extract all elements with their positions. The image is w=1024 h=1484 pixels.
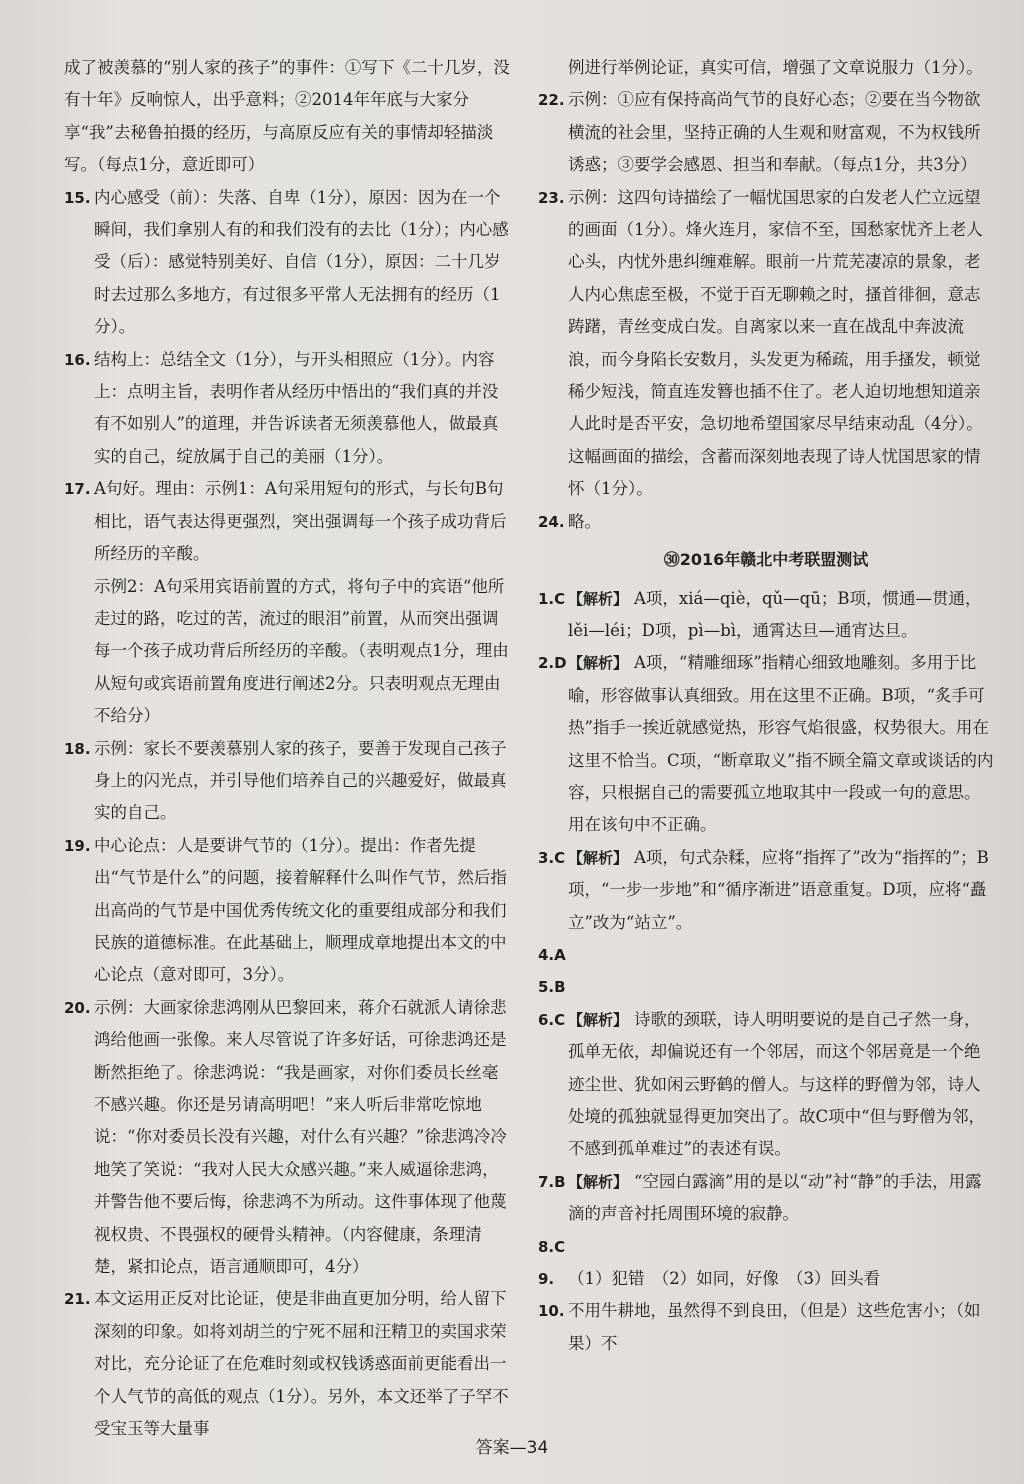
answer-16 [64,344,514,474]
answer-23 [538,182,994,506]
answer-number: 5.B [538,978,566,997]
analysis-label: 【解析】 [568,1010,629,1029]
answer-14-continued: 成了被羡慕的“别人家的孩子”的事件：①写下《二十几岁，没有十年》反响惊人，出乎意料；②2014年年底与大家分享“我”去秘鲁拍摄的经历，与高原反应有关的事情却轻描淡写。（每点1分，意近即可） [64,58,510,175]
answer-number: 16. [64,350,91,369]
answer-15 [64,182,514,344]
mc-answer-8 [538,1231,994,1263]
analysis-text: A项，句式杂糅，应将“指挥了”改为“指挥的”；B项，“一步一步地”和“循序渐进”语意重复。D项，应将“矗立”改为“站立”。 [568,847,989,932]
answer-text: 示例：这四句诗描绘了一幅忧国思家的白发老人伫立远望的画面（1分）。烽火连月，家信不至，国愁家忧齐上老人心头，内忧外患纠缠难解。眼前一片荒芜凄凉的景象，老人内心焦虑至极，不觉于百无聊赖之时，搔首徘徊，意志踌躇，青丝变成白发。自离家以来一直在战乱中奔波流浪，而今身陷长安数月，头发更为稀疏，用手搔发，顿觉稀少短浅，简直连发簪也插不住了。老人迫切地想知道亲人此时是否平安，急切地希望国家尽早结束动乱（4分）。这幅画面的描绘，含蓄而深刻地表现了诗人忧国思家的情怀（1分）。 [568,187,983,499]
analysis-text: A项，xiá—qiè，qǔ—qū；B项，惯通—贯通，lěi—léi；D项，pì—bì，通霄达旦—通宵达旦。 [568,588,982,640]
answer-10 [538,1295,994,1360]
analysis-label: 【解析】 [568,1172,629,1191]
answer-22 [538,84,994,181]
mc-answer-6 [538,1004,994,1166]
mc-answer-4 [538,939,994,971]
answer-19 [64,830,514,992]
analysis-label: 【解析】 [568,654,629,673]
answer-text: 结构上：总结全文（1分），与开头相照应（1分）。内容上：点明主旨，表明作者从经历中悟出的“我们真的并没有不如别人”的道理，并告诉读者无须羡慕他人，做最真实的自己，绽放属于自己的美丽（1分）。 [94,349,499,466]
answer-text: A句好。理由：示例1：A句采用短句的形式，与长句B句相比，语气表达得更强烈，突出强调每一个孩子成功背后所经历的辛酸。 [94,479,507,564]
answer-text: 内心感受（前）：失落、自卑（1分），原因：因为在一个瞬间，我们拿别人有的和我们没有的去比（1分）；内心感受（后）：感觉特别美好、自信（1分），原因：二十几岁时去过那么多地方，有过很多平常人无法拥有的经历（1分）。 [94,187,509,337]
answer-number: 1.C [538,589,566,608]
left-column [64,52,514,1445]
answer-number: 19. [64,836,91,855]
answer-number: 18. [64,739,91,758]
answer-number: 23. [538,188,565,207]
analysis-text: “空园白露滴”用的是以“动”衬“静”的手法，用露滴的声音衬托周围环境的寂静。 [568,1171,982,1224]
analysis-label: 【解析】 [568,848,629,867]
answer-9 [538,1263,994,1295]
answer-17-example-2: 示例2：A句采用宾语前置的方式，将句子中的宾语“他所走过的路，吃过的苦，流过的眼泪”前置，从而突出强调每一个孩子成功背后所经历的辛酸。（表明观点1分，理由从短句或宾语前置角度进行阐述2分。只表明观点无理由不给分） [94,576,509,726]
mc-answer-1 [538,583,994,648]
answer-number: 3.C [538,848,566,867]
mc-answer-7 [538,1166,994,1231]
answer-number: 9. [538,1270,555,1289]
answer-number: 8.C [538,1237,566,1256]
answer-24 [538,506,994,538]
answer-20 [64,992,514,1284]
answer-text: 略。 [568,511,601,531]
page-number: 答案—34 [475,1438,549,1458]
answer-number: 24. [538,512,565,531]
answer-number: 17. [64,480,91,499]
answer-number: 2.D [538,654,567,673]
answer-number: 21. [64,1290,91,1309]
answer-text: 不用牛耕地，虽然得不到良田，（但是）这些危害小；（如果）不 [568,1301,981,1353]
answer-21-continued: 例进行举例论证，真实可信，增强了文章说服力（1分）。 [568,58,983,77]
analysis-label: 【解析】 [568,589,629,608]
answer-text: 中心论点：人是要讲气节的（1分）。提出：作者先提出“气节是什么”的问题，接着解释什么叫作气节，然后指出高尚的气节是中国优秀传统文化的重要组成部分和我们民族的道德标准。在此基础上，顺理成章地提出本文的中心论点（意对即可，3分）。 [94,835,507,985]
answer-number: 4.A [538,945,566,964]
answer-number: 20. [64,998,91,1017]
right-column [538,52,994,1360]
mc-answer-3 [538,842,994,939]
answer-number: 6.C [538,1010,566,1029]
analysis-text: A项，“精雕细琢”指精心细致地雕刻。多用于比喻，形容做事认真细致。用在这里不正确。B项，“炙手可热”指手一挨近就感觉热，形容气焰很盛，权势很大。用在这里不恰当。C项，“断章取义”指不顾全篇文章或谈话的内容，只根据自己的需要孤立地取其中一段或一句的意思。用在该句中不正确。 [568,653,994,835]
section-title: ㉚2016年赣北中考联盟测试 [663,550,869,570]
analysis-text: 诗歌的颈联，诗人明明要说的是自己孑然一身，孤单无依，却偏说还有一个邻居，而这个邻居竟是一个绝迹尘世、犹如闲云野鹤的僧人。与这样的野僧为邻，诗人处境的孤独就显得更加突出了。故C项中“但与野僧为邻，不感到孤单难过”的表述有误。 [568,1009,986,1159]
answer-text: 本文运用正反对比论证，使是非曲直更加分明，给人留下深刻的印象。如将刘胡兰的宁死不屈和汪精卫的卖国求荣对比，充分论证了在危难时刻或权钱诱惑面前更能看出一个人气节的高低的观点（1分）。另外，本文还举了子罕不受宝玉等大量事 [94,1289,509,1439]
answer-number: 10. [538,1302,565,1321]
answer-text: 示例：①应有保持高尚气节的良好心态；②要在当今物欲横流的社会里，坚持正确的人生观和财富观，不为权钱所诱惑；③要学会感恩、担当和奉献。（每点1分，共3分） [568,90,981,175]
answer-17 [64,473,514,570]
answer-18 [64,733,514,830]
mc-answer-2 [538,647,994,841]
answer-21 [64,1283,514,1445]
answer-text: 示例：家长不要羡慕别人家的孩子，要善于发现自己孩子身上的闪光点，并引导他们培养自己的兴趣爱好，做最真实的自己。 [94,738,507,823]
answer-number: 22. [538,91,565,110]
mc-answer-5 [538,971,994,1003]
answer-number: 15. [64,188,91,207]
answer-text: 示例：大画家徐悲鸿刚从巴黎回来，蒋介石就派人请徐悲鸿给他画一张像。来人尽管说了许多好话，可徐悲鸿还是断然拒绝了。徐悲鸿说：“我是画家，对你们委员长丝毫不感兴趣。你还是另请高明吧！”来人听后非常吃惊地说：“你对委员长没有兴趣，对什么有兴趣？”徐悲鸿冷冷地笑了笑说：“我对人民大众感兴趣。”来人威逼徐悲鸿，并警告他不要后悔，徐悲鸿不为所动。这件事体现了他蔑视权贵、不畏强权的硬骨头精神。（内容健康，条理清楚，紧扣论点，语言通顺即可，4分） [94,997,507,1277]
answer-number: 7.B [538,1172,566,1191]
answer-text: （1）犯错 （2）如同，好像 （3）回头看 [568,1269,880,1289]
